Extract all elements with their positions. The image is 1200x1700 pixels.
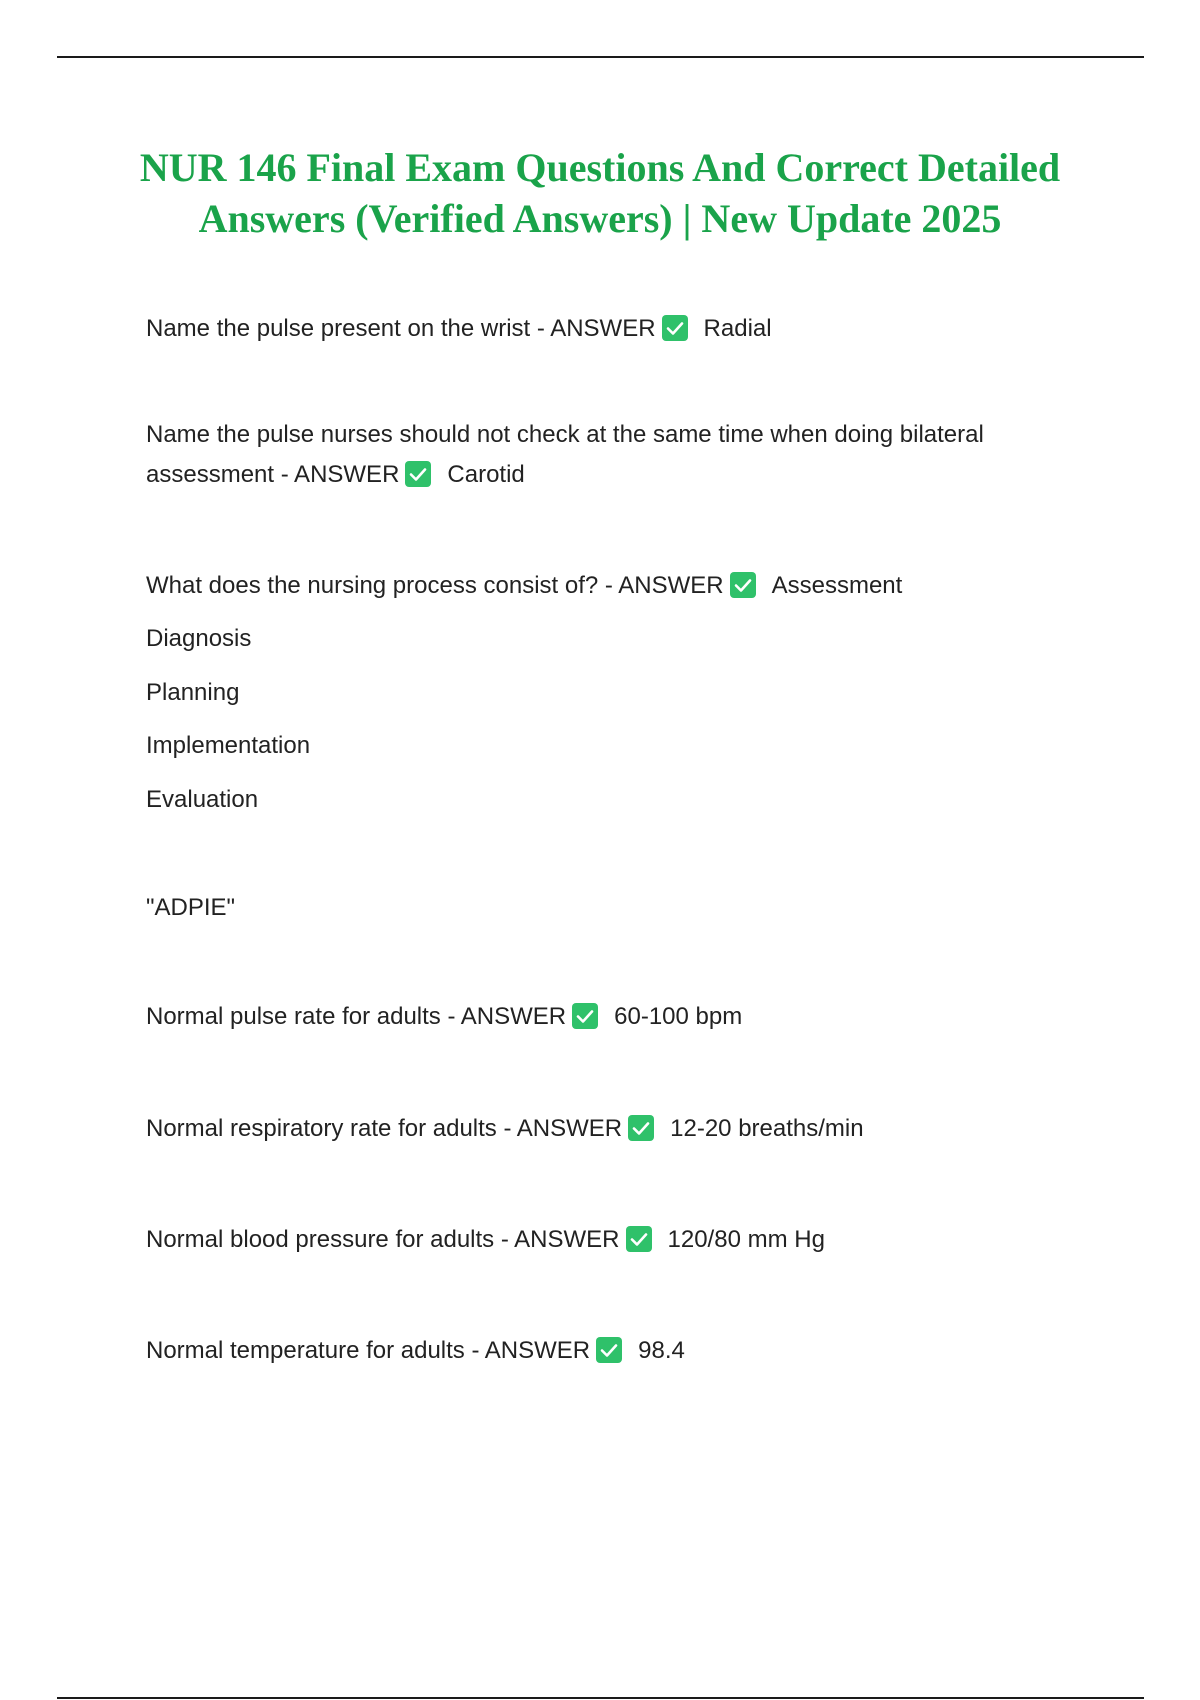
question-text: Normal blood pressure for adults - ANSWER xyxy=(146,1226,620,1253)
check-box-icon xyxy=(405,461,431,487)
check-box-icon xyxy=(628,1115,654,1141)
title-line-2: Answers (Verified Answers) | New Update 2025 xyxy=(198,196,1002,241)
check-box-icon xyxy=(626,1226,652,1252)
process-step: Diagnosis xyxy=(146,625,252,652)
qa-item xyxy=(146,1220,1076,1260)
answer-text: Radial xyxy=(703,315,772,342)
answer-text: 12-20 breaths/min xyxy=(670,1115,864,1142)
question-text: Name the pulse present on the wrist - ANSWER xyxy=(146,315,656,342)
mnemonic-text: "ADPIE" xyxy=(146,894,236,921)
answer-text: Carotid xyxy=(447,461,525,488)
qa-item xyxy=(146,415,1076,495)
top-rule xyxy=(57,56,1144,58)
bottom-rule xyxy=(57,1697,1144,1699)
check-box-icon xyxy=(596,1337,622,1363)
answer-text: 120/80 mm Hg xyxy=(667,1226,825,1253)
check-box-icon xyxy=(572,1003,598,1029)
question-text: Name the pulse nurses should not check at the same time when doing bilateral assessment - ANSWER xyxy=(146,421,984,488)
process-step: Evaluation xyxy=(146,786,259,813)
qa-item xyxy=(146,1109,1076,1149)
answer-text: Assessment xyxy=(771,572,903,599)
title-line-1: NUR 146 Final Exam Questions And Correct Detailed xyxy=(139,145,1061,190)
check-box-icon xyxy=(730,572,756,598)
question-text: Normal temperature for adults - ANSWER xyxy=(146,1337,591,1364)
qa-item xyxy=(146,1331,1076,1371)
qa-item xyxy=(146,309,1076,349)
process-step: Implementation xyxy=(146,732,311,759)
qa-item xyxy=(146,566,1076,606)
question-text: Normal pulse rate for adults - ANSWER xyxy=(146,1003,567,1030)
qa-item xyxy=(146,997,1076,1037)
document-title xyxy=(100,142,1100,244)
answer-text: 60-100 bpm xyxy=(614,1003,743,1030)
question-text: What does the nursing process consist of? - ANSWER xyxy=(146,572,724,599)
answer-text: 98.4 xyxy=(638,1337,685,1364)
question-text: Normal respiratory rate for adults - ANSWER xyxy=(146,1115,623,1142)
process-step: Planning xyxy=(146,679,240,706)
check-box-icon xyxy=(662,315,688,341)
